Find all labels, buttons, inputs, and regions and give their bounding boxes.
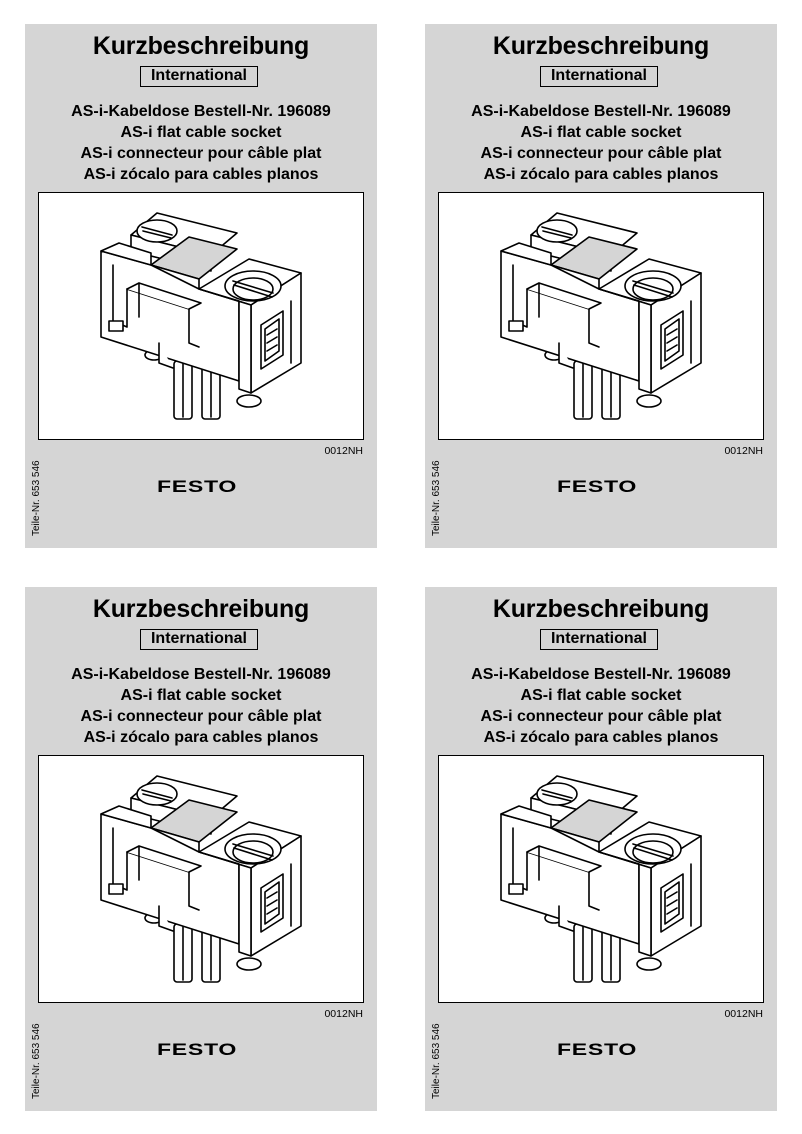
- figure-code: 0012NH: [724, 445, 763, 457]
- flat-cable-socket-icon: [39, 756, 364, 1003]
- festo-logo: [156, 1041, 238, 1057]
- product-illustration: [38, 755, 364, 1003]
- figure-code: 0012NH: [324, 445, 363, 457]
- card-title: Kurzbeschreibung: [492, 595, 710, 623]
- leaflet-card-4: [425, 587, 777, 1111]
- product-illustration: [438, 755, 764, 1003]
- part-number: Teile-Nr. 653 546: [31, 1023, 42, 1099]
- product-line-es: AS-i zócalo para cables planos: [483, 729, 719, 746]
- product-line-de: AS-i-Kabeldose Bestell-Nr. 196089: [71, 666, 331, 683]
- product-line-en: AS-i flat cable socket: [120, 687, 282, 704]
- product-line-es: AS-i zócalo para cables planos: [83, 166, 319, 183]
- international-badge: International: [540, 66, 658, 87]
- festo-logo-text: FESTO: [557, 478, 637, 494]
- international-badge: International: [140, 629, 258, 650]
- product-line-en: AS-i flat cable socket: [120, 124, 282, 141]
- product-line-en: AS-i flat cable socket: [520, 124, 682, 141]
- product-line-es: AS-i zócalo para cables planos: [83, 729, 319, 746]
- figure-code: 0012NH: [724, 1008, 763, 1020]
- product-line-de: AS-i-Kabeldose Bestell-Nr. 196089: [471, 103, 731, 120]
- flat-cable-socket-icon: [39, 193, 364, 440]
- card-title: Kurzbeschreibung: [492, 32, 710, 60]
- product-line-de: AS-i-Kabeldose Bestell-Nr. 196089: [471, 666, 731, 683]
- part-number: Teile-Nr. 653 546: [431, 460, 442, 536]
- product-line-fr: AS-i connecteur pour câble plat: [80, 145, 322, 162]
- part-number: Teile-Nr. 653 546: [431, 1023, 442, 1099]
- festo-logo: [556, 478, 638, 494]
- festo-logo: [156, 478, 238, 494]
- product-illustration: [38, 192, 364, 440]
- festo-logo-text: FESTO: [557, 1041, 637, 1057]
- festo-logo-text: FESTO: [157, 1041, 237, 1057]
- flat-cable-socket-icon: [439, 756, 764, 1003]
- product-line-en: AS-i flat cable socket: [520, 687, 682, 704]
- product-illustration: [438, 192, 764, 440]
- product-line-fr: AS-i connecteur pour câble plat: [480, 145, 722, 162]
- leaflet-card-1: [25, 24, 377, 548]
- leaflet-card-2: [425, 24, 777, 548]
- flat-cable-socket-icon: [439, 193, 764, 440]
- festo-logo-text: FESTO: [157, 478, 237, 494]
- leaflet-card-3: [25, 587, 377, 1111]
- figure-code: 0012NH: [324, 1008, 363, 1020]
- product-line-de: AS-i-Kabeldose Bestell-Nr. 196089: [71, 103, 331, 120]
- festo-logo: [556, 1041, 638, 1057]
- international-badge: International: [540, 629, 658, 650]
- product-line-fr: AS-i connecteur pour câble plat: [480, 708, 722, 725]
- card-title: Kurzbeschreibung: [92, 32, 310, 60]
- product-line-fr: AS-i connecteur pour câble plat: [80, 708, 322, 725]
- product-line-es: AS-i zócalo para cables planos: [483, 166, 719, 183]
- part-number: Teile-Nr. 653 546: [31, 460, 42, 536]
- card-title: Kurzbeschreibung: [92, 595, 310, 623]
- international-badge: International: [140, 66, 258, 87]
